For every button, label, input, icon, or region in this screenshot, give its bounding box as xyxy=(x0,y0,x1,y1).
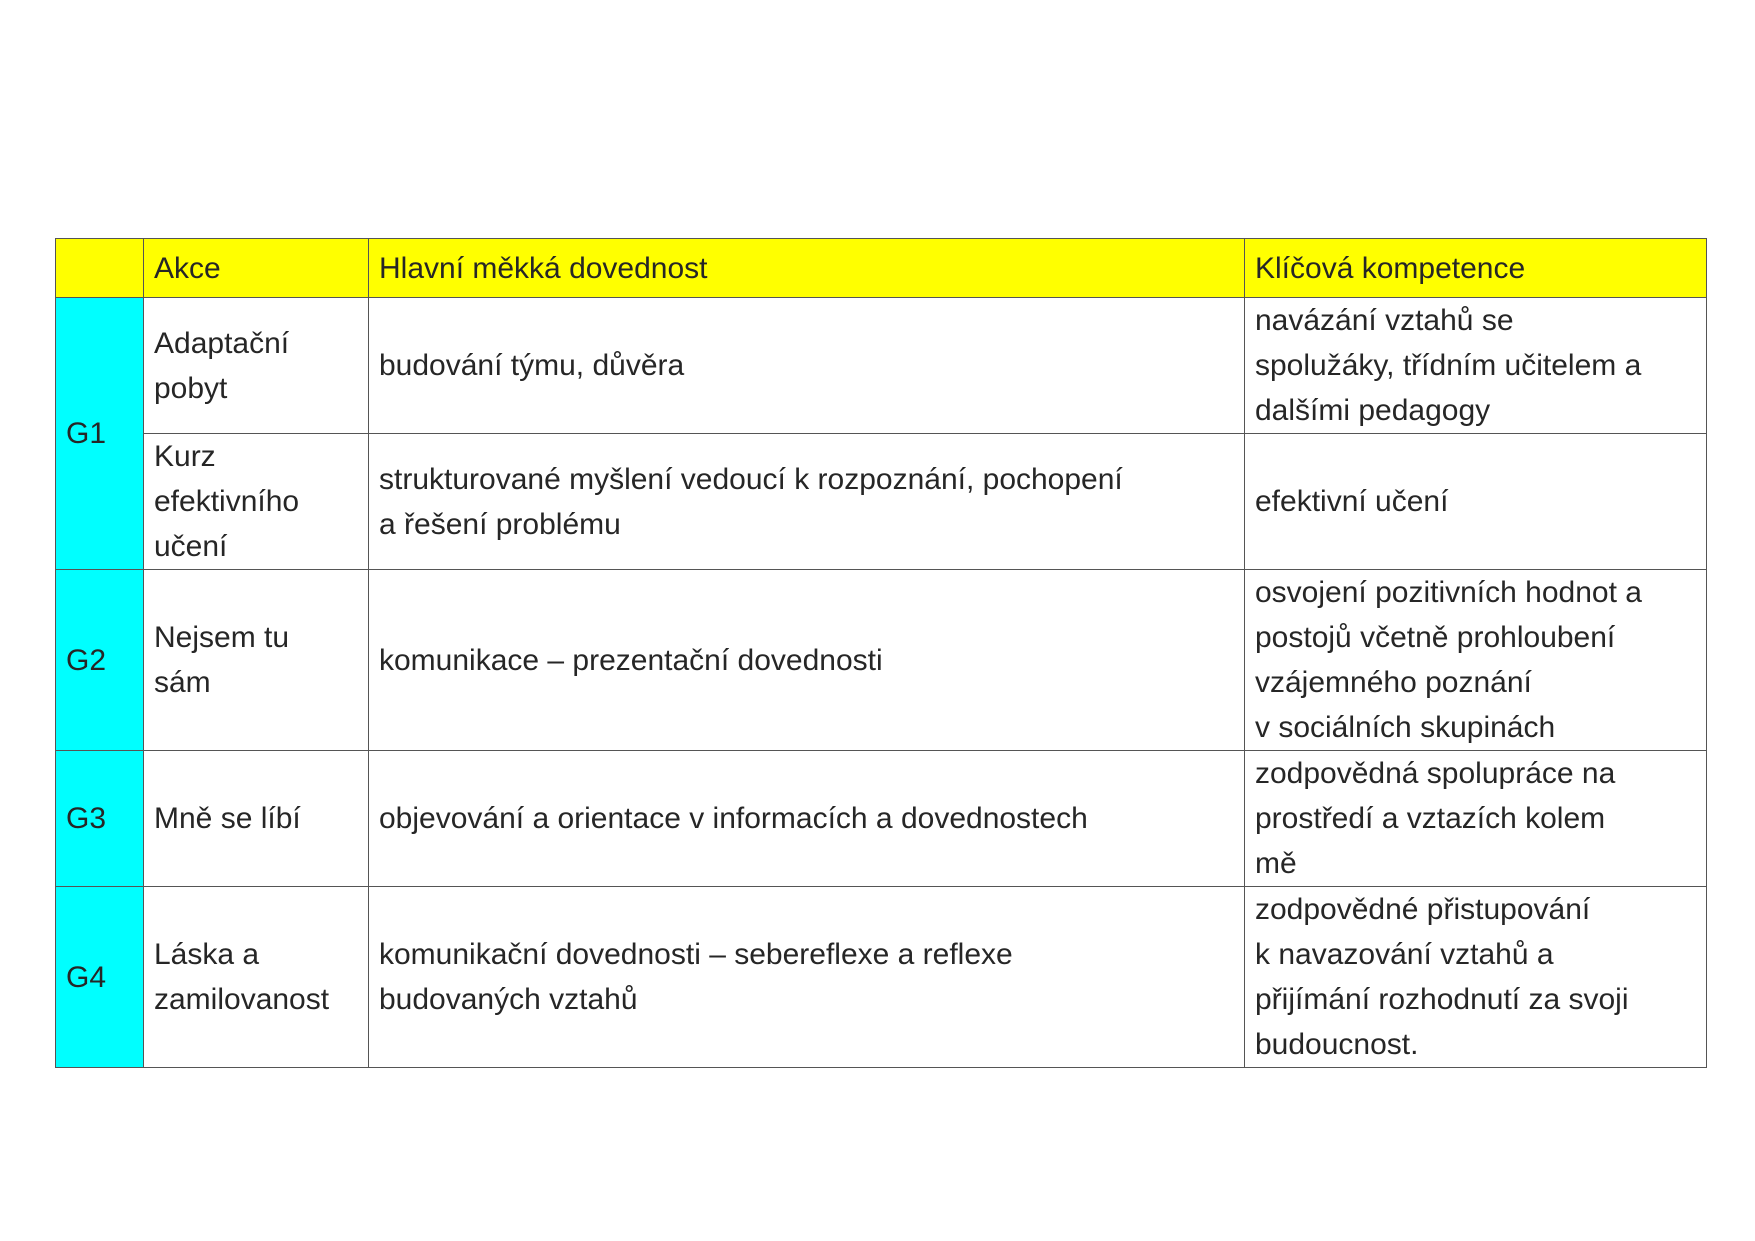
soft-skill-cell: komunikační dovednosti – sebereflexe a reflexe budovaných vztahů xyxy=(369,887,1245,1068)
key-competence-cell: efektivní učení xyxy=(1245,434,1707,570)
table-row xyxy=(56,751,1707,887)
table-row xyxy=(56,570,1707,751)
soft-skill-cell: objevování a orientace v informacích a dovednostech xyxy=(369,751,1245,887)
header-key-competence-cell: Klíčová kompetence xyxy=(1245,239,1707,298)
group-cell-g4: G4 xyxy=(56,887,144,1068)
action-cell: Láska a zamilovanost xyxy=(144,887,369,1068)
soft-skill-cell: strukturované myšlení vedoucí k rozpoznání, pochopení a řešení problému xyxy=(369,434,1245,570)
key-competence-cell: navázání vztahů se spolužáky, třídním učitelem a dalšími pedagogy xyxy=(1245,298,1707,434)
soft-skill-cell: komunikace – prezentační dovednosti xyxy=(369,570,1245,751)
table-row xyxy=(56,434,1707,570)
table-row xyxy=(56,298,1707,434)
header-soft-skill-cell: Hlavní měkká dovednost xyxy=(369,239,1245,298)
key-competence-cell: osvojení pozitivních hodnot a postojů včetně prohloubení vzájemného poznání v sociálních skupinách xyxy=(1245,570,1707,751)
action-cell: Nejsem tu sám xyxy=(144,570,369,751)
action-cell: Mně se líbí xyxy=(144,751,369,887)
header-group-cell xyxy=(56,239,144,298)
action-cell: Kurz efektivního učení xyxy=(144,434,369,570)
header-action-cell: Akce xyxy=(144,239,369,298)
table-row xyxy=(56,887,1707,1068)
group-cell-g2: G2 xyxy=(56,570,144,751)
group-cell-g1: G1 xyxy=(56,298,144,570)
key-competence-cell: zodpovědné přistupování k navazování vztahů a přijímání rozhodnutí za svoji budoucnost. xyxy=(1245,887,1707,1068)
group-cell-g3: G3 xyxy=(56,751,144,887)
soft-skill-cell: budování týmu, důvěra xyxy=(369,298,1245,434)
action-cell: Adaptační pobyt xyxy=(144,298,369,434)
key-competence-cell: zodpovědná spolupráce na prostředí a vztazích kolem mě xyxy=(1245,751,1707,887)
competence-table xyxy=(55,238,1707,1068)
table-header-row xyxy=(56,239,1707,298)
